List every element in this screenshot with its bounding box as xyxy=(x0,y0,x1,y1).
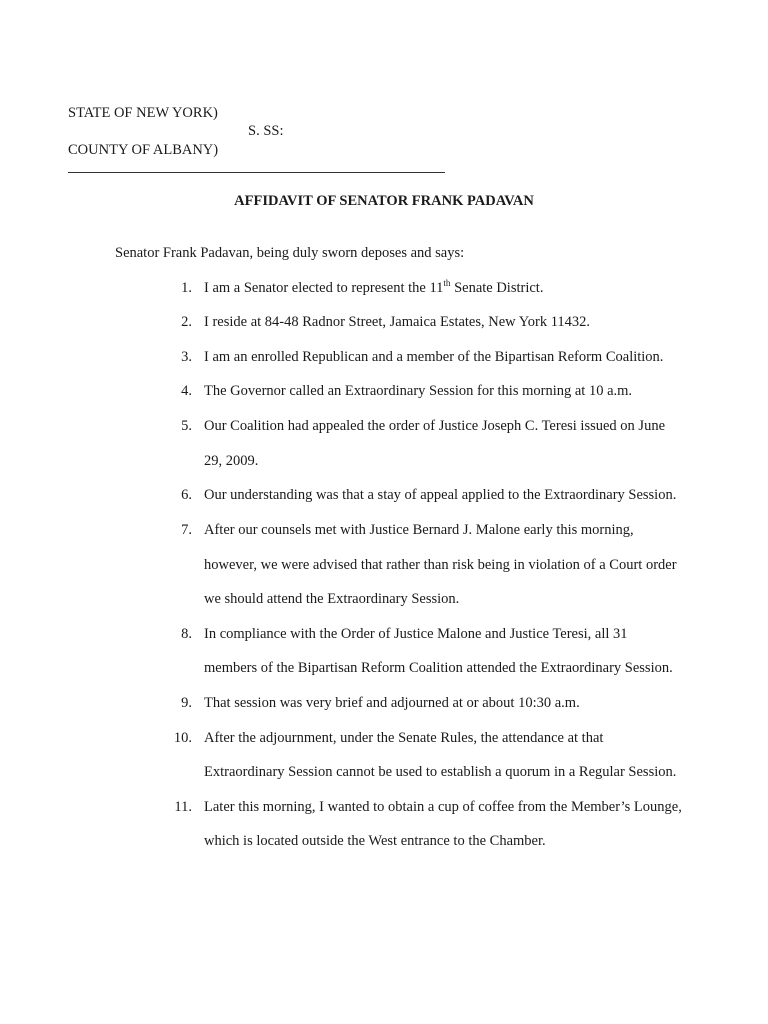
item-text-continued: however, we were advised that rather than risk being in violation of a Court order xyxy=(204,557,677,573)
item-text: After the adjournment, under the Senate Rules, the attendance at that xyxy=(204,730,604,746)
item-number: 2. xyxy=(181,314,192,330)
ss-caption: S. SS: xyxy=(248,123,284,139)
item-number: 9. xyxy=(181,695,192,711)
item-number: 11. xyxy=(174,799,192,815)
item-text: Our understanding was that a stay of appeal applied to the Extraordinary Session. xyxy=(204,487,677,503)
document-title: AFFIDAVIT OF SENATOR FRANK PADAVAN xyxy=(234,193,534,209)
item-text-continued: which is located outside the West entrance to the Chamber. xyxy=(204,833,546,849)
item-number: 6. xyxy=(181,487,192,503)
item-text: In compliance with the Order of Justice Malone and Justice Teresi, all 31 xyxy=(204,626,628,642)
item-number: 10. xyxy=(173,730,192,746)
item-number: 7. xyxy=(181,522,192,538)
item-text: The Governor called an Extraordinary Session for this morning at 10 a.m. xyxy=(204,383,633,399)
caption-underline xyxy=(68,172,445,173)
item-text: I am a Senator elected to represent the 11th Senate District. xyxy=(204,278,544,296)
item-text: That session was very brief and adjourned at or about 10:30 a.m. xyxy=(204,695,580,711)
state-caption: STATE OF NEW YORK) xyxy=(68,105,218,121)
item-text-continued: Extraordinary Session cannot be used to establish a quorum in a Regular Session. xyxy=(204,764,677,780)
item-text: I reside at 84-48 Radnor Street, Jamaica Estates, New York 11432. xyxy=(204,314,591,330)
item-number: 1. xyxy=(181,280,192,296)
intro-paragraph: Senator Frank Padavan, being duly sworn deposes and says: xyxy=(115,245,465,261)
superscript: th xyxy=(443,278,451,288)
item-text-continued: members of the Bipartisan Reform Coalition attended the Extraordinary Session. xyxy=(204,660,673,676)
item-number: 3. xyxy=(181,349,192,365)
item-number: 4. xyxy=(181,383,192,399)
item-text: Later this morning, I wanted to obtain a cup of coffee from the Member’s Lounge, xyxy=(204,799,682,815)
item-text: After our counsels met with Justice Bernard J. Malone early this morning, xyxy=(204,522,634,538)
item-number: 8. xyxy=(181,626,192,642)
item-text: I am an enrolled Republican and a member of the Bipartisan Reform Coalition. xyxy=(204,349,664,365)
county-caption: COUNTY OF ALBANY) xyxy=(68,142,219,158)
item-text-continued: 29, 2009. xyxy=(204,453,259,469)
item-text: Our Coalition had appealed the order of Justice Joseph C. Teresi issued on June xyxy=(204,418,666,434)
item-number: 5. xyxy=(181,418,192,434)
item-text-continued: we should attend the Extraordinary Session. xyxy=(204,591,460,607)
